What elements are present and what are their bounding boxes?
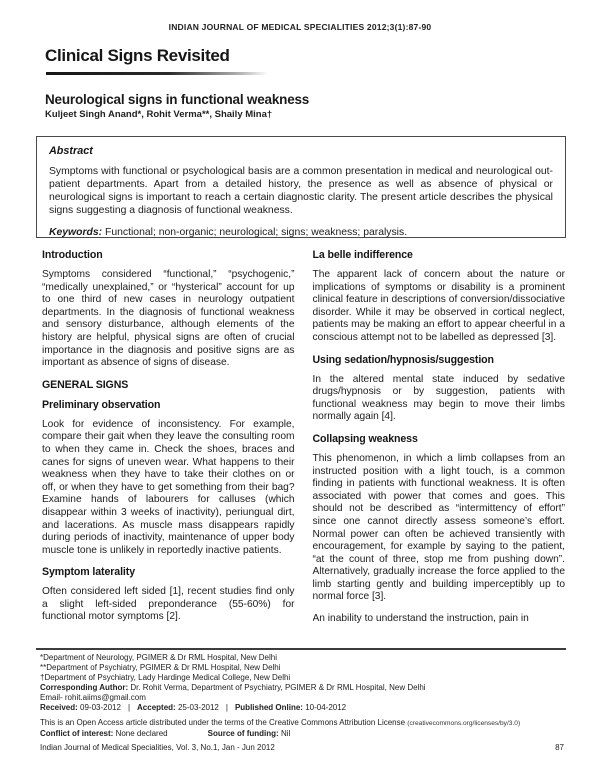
published-label: Published Online: bbox=[234, 703, 303, 713]
page-number: 87 bbox=[555, 743, 564, 752]
email-line: Email- rohit.aiims@gmail.com bbox=[40, 693, 146, 703]
footer-journal-line: Indian Journal of Medical Specialities, Vol. 3, No.1, Jan - Jun 2012 bbox=[40, 743, 275, 752]
section-title: Clinical Signs Revisited bbox=[45, 46, 230, 65]
paragraph-introduction: Symptoms considered “functional,” “psychogenic,” “medically unexplained,” or “hysterical” account for up to one third of new cases in neurology outpatient departments. In the diagnosis of functional weakness and sensory disturbance, although elements of the history are helpful, physical signs are often of crucial importance in the diagnosis and positive signs are as important as absence of signs of disease. bbox=[42, 269, 295, 369]
abstract-heading: Abstract bbox=[49, 145, 93, 157]
page-footer bbox=[40, 743, 564, 752]
corresponding-author-value: Dr. Rohit Verma, Department of Psychiatry, PGIMER & Dr RML Hospital, New Delhi bbox=[128, 683, 426, 693]
dates-line bbox=[40, 703, 566, 713]
open-access-text: This is an Open Access article distributed under the terms of the Creative Commons Attribution License bbox=[40, 717, 408, 727]
article-body bbox=[42, 249, 565, 646]
corresponding-author-label: Corresponding Author: bbox=[40, 683, 129, 693]
heading-introduction: Introduction bbox=[42, 249, 103, 261]
heading-general-signs: GENERAL SIGNS bbox=[42, 378, 129, 391]
received-label: Received: bbox=[40, 703, 78, 713]
article-title: Neurological signs in functional weakness bbox=[45, 92, 310, 107]
paragraph-la-belle-indifference: The apparent lack of concern about the nature or implications of symptoms or disability is a prominent clinical feature in descriptions of conversion/dissociative disorder. While it may be observed in cortical neglect, patients may be making an effort to appear cheerful in a conscious attempt not to be labelled as depressed [3]. bbox=[312, 269, 565, 343]
paragraph-collapsing-weakness: This phenomenon, in which a limb collapses from an instructed position with a light touch, is a common finding in patients with functional weakness. It is often associated with power that comes and goes. This should not be described as “intermittency of effort” since one cannot directly assess someone’s effort. Normal power can often be achieved transiently with encouragement, for example by saying to the patient, “at the count of three, stop me from pushing down”. Alternatively, gradually increase the force applied to the limb starting gently and building imperceptibly up to normal force [3]. bbox=[312, 452, 565, 603]
authors-line: Kuljeet Singh Anand*, Rohit Verma**, Shaily Mina† bbox=[45, 109, 273, 120]
heading-collapsing-weakness: Collapsing weakness bbox=[312, 432, 418, 445]
separator-pipe: | bbox=[127, 703, 131, 713]
conflict-value: None declared bbox=[113, 728, 168, 738]
paragraph-sedation-hypnosis-suggestion: In the altered mental state induced by sedative drugs/hypnosis or by suggestion, patients with functional weakness may begin to move their limbs normally again [4]. bbox=[312, 373, 565, 423]
title-underline-rule bbox=[46, 72, 268, 75]
funding-segment bbox=[208, 729, 291, 738]
affiliation-psychiatry-pgimer: **Department of Psychiatry, PGIMER & Dr RML Hospital, New Delhi bbox=[40, 663, 281, 673]
conflict-label: Conflict of interest: bbox=[40, 728, 114, 738]
abstract-text: Symptoms with functional or psychological basis are a common presentation in medical and neurological out-patient departments. Apart from a detailed history, the presence as well as absence of physical or neurological signs is important to reach a certain diagnostic clarity. The present article describes the physical signs suggesting a diagnosis of functional weakness. bbox=[49, 166, 553, 216]
keywords-text: Functional; non-organic; neurological; signs; weakness; paralysis. bbox=[102, 226, 408, 238]
affiliation-psychiatry-lhmc: †Department of Psychiatry, Lady Hardinge Medical College, New Delhi bbox=[40, 673, 291, 683]
heading-sedation-hypnosis-suggestion: Using sedation/hypnosis/suggestion bbox=[312, 353, 494, 366]
open-access-url: (creativecommons.org/licenses/by/3.0) bbox=[407, 719, 521, 727]
keywords-label: Keywords: bbox=[49, 226, 103, 238]
journal-citation-header: INDIAN JOURNAL OF MEDICAL SPECIALITIES 2012;3(1):87-90 bbox=[168, 22, 432, 32]
heading-symptom-laterality: Symptom laterality bbox=[42, 566, 135, 579]
left-column bbox=[42, 249, 295, 646]
heading-preliminary-observation: Preliminary observation bbox=[42, 398, 161, 411]
paragraph-preliminary-observation: Look for evidence of inconsistency. For example, compare their gait when they leave the consulting room to when they came in. Check the shoes, braces and canes for signs of uneven wear. What happens to their weakness when they have to take their clothes on or off, or when they have to get something from their bag? Examine hands of labourers for calluses (which disappear within 3 weeks of inactivity), periungual dirt, and lacerations. As muscle mass disappears rapidly during periods of inactivity, maintenance of upper body muscle tone is unlikely in reportedly inactive patients. bbox=[42, 418, 295, 556]
accepted-label: Accepted: bbox=[137, 703, 176, 713]
abstract-box bbox=[36, 136, 566, 238]
conflict-funding-line bbox=[40, 729, 566, 739]
separator-pipe: | bbox=[225, 703, 228, 713]
footnote-separator-rule bbox=[36, 648, 566, 650]
paragraph-symptom-laterality: Often considered left sided [1], recent studies find only a slight left-sided preponderance (55-60%) for functional motor symptoms [2]. bbox=[42, 586, 295, 623]
funding-value: Nil bbox=[278, 728, 291, 738]
published-value: 10-04-2012 bbox=[302, 703, 347, 713]
affiliation-neurology: *Department of Neurology, PGIMER & Dr RML Hospital, New Delhi bbox=[40, 653, 277, 662]
right-column bbox=[313, 249, 566, 646]
paragraph-inability-start: An inability to understand the instruction, pain in bbox=[312, 613, 529, 625]
keywords-line bbox=[49, 227, 553, 238]
accepted-value: 25-03-2012 bbox=[175, 703, 219, 713]
received-value: 09-03-2012 bbox=[77, 703, 121, 713]
corresponding-author-line bbox=[40, 683, 566, 693]
heading-la-belle-indifference: La belle indifference bbox=[312, 249, 413, 261]
footnotes-block bbox=[40, 653, 566, 739]
open-access-line bbox=[40, 718, 566, 729]
funding-label: Source of funding: bbox=[207, 728, 279, 738]
